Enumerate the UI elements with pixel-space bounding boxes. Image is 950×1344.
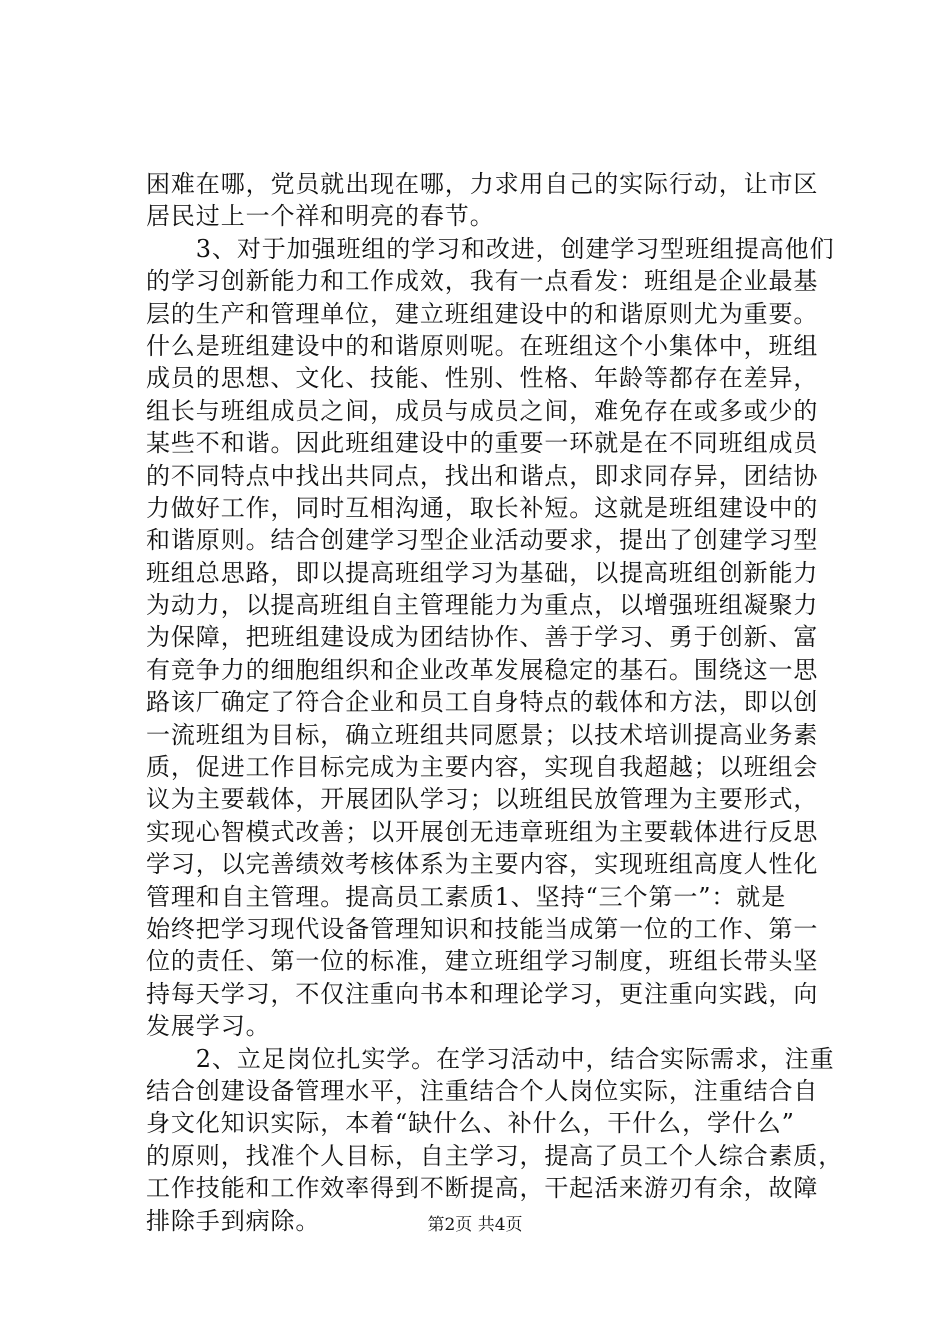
text-line: 3、对于加强班组的学习和改进，创建学习型班组提高他们	[146, 234, 835, 263]
text-line: 某些不和谐。因此班组建设中的重要一环就是在不同班组成员	[146, 429, 819, 458]
text-line: 组长与班组成员之间，成员与成员之间，难免存在或多或少的	[146, 396, 819, 425]
text-line: 班组总思路，即以提高班组学习为基础，以提高班组创新能力	[146, 558, 819, 587]
text-line: 实现心智模式改善；以开展创无违章班组为主要载体进行反思	[146, 817, 819, 846]
page-footer	[0, 1213, 950, 1237]
text-line: 成员的思想、文化、技能、性别、性格、年龄等都存在差异，	[146, 364, 819, 393]
text-line: 排除手到病除。	[146, 1206, 321, 1235]
text-line: 位的责任、第一位的标准，建立班组学习制度，班组长带头坚	[146, 947, 819, 976]
text-line: 的原则，找准个人目标，自主学习，提高了员工个人综合素质，	[146, 1141, 844, 1170]
text-line: 始终把学习现代设备管理知识和技能当成第一位的工作、第一	[146, 914, 819, 943]
text-line: 的学习创新能力和工作成效，我有一点看发：班组是企业最基	[146, 267, 819, 296]
text-line: 居民过上一个祥和明亮的春节。	[146, 202, 495, 231]
text-line: 学习，以完善绩效考核体系为主要内容，实现班组高度人性化	[146, 850, 819, 879]
text-line: 质，促进工作目标完成为主要内容，实现自我超越；以班组会	[146, 753, 819, 782]
body-text	[146, 168, 844, 1237]
text-line: 力做好工作，同时互相沟通，取长补短。这就是班组建设中的	[146, 493, 819, 522]
text-line: 和谐原则。结合创建学习型企业活动要求，提出了创建学习型	[146, 526, 819, 555]
text-line: 为动力，以提高班组自主管理能力为重点，以增强班组凝聚力	[146, 591, 819, 620]
text-line: 困难在哪，党员就出现在哪，力求用自己的实际行动，让市区	[146, 170, 819, 198]
text-line: 一流班组为目标，确立班组共同愿景；以技术培训提高业务素	[146, 720, 819, 749]
text-line: 身文化知识实际，本着“缺什么、补什么，干什么，学什么”	[146, 1109, 795, 1138]
text-line: 持每天学习，不仅注重向书本和理论学习，更注重向实践，向	[146, 979, 819, 1008]
text-line: 管理和自主管理。提高员工素质1、坚持“三个第一”：就是	[146, 882, 787, 911]
text-line: 的不同特点中找出共同点，找出和谐点，即求同存异，团结协	[146, 461, 819, 490]
page-number-label: 第2页 共4页	[427, 1215, 523, 1235]
text-line: 有竞争力的细胞组织和企业改革发展稳定的基石。围绕这一思	[146, 655, 819, 684]
text-line: 为保障，把班组建设成为团结协作、善于学习、勇于创新、富	[146, 623, 819, 652]
text-line: 工作技能和工作效率得到不断提高，干起活来游刃有余，故障	[146, 1174, 819, 1203]
text-line: 层的生产和管理单位，建立班组建设中的和谐原则尤为重要。	[146, 299, 819, 328]
text-line: 路该厂确定了符合企业和员工自身特点的载体和方法，即以创	[146, 688, 819, 717]
text-line: 2、立足岗位扎实学。在学习活动中，结合实际需求，注重	[146, 1044, 835, 1073]
text-line: 议为主要载体，开展团队学习；以班组民放管理为主要形式，	[146, 785, 819, 814]
text-line: 发展学习。	[146, 1012, 271, 1041]
text-line: 什么是班组建设中的和谐原则呢。在班组这个小集体中，班组	[146, 331, 819, 360]
text-line: 结合创建设备管理水平，注重结合个人岗位实际，注重结合自	[146, 1076, 819, 1105]
